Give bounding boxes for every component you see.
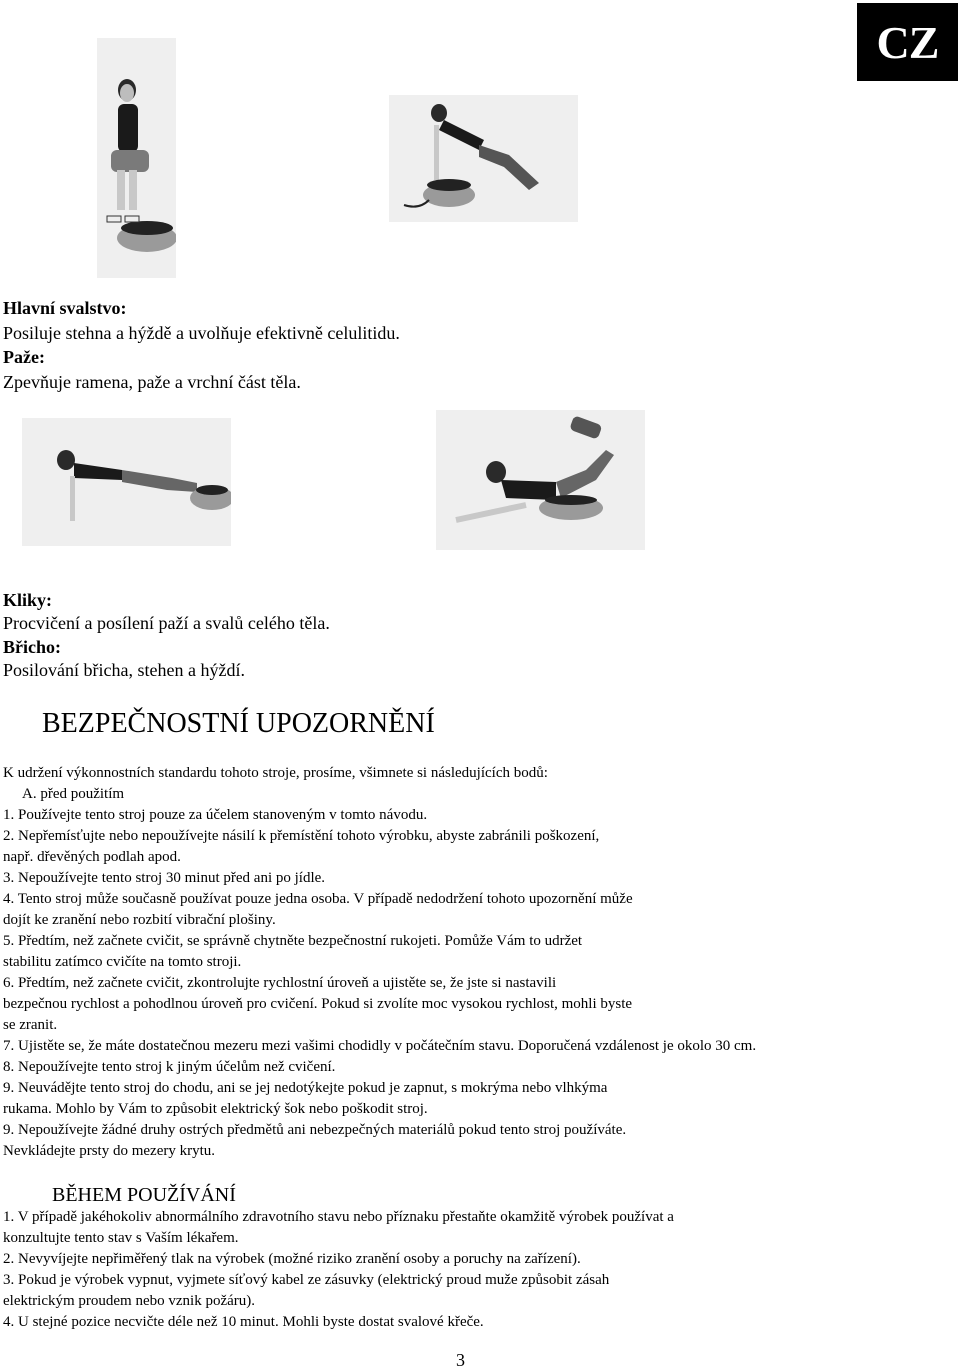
safety-line: 2. Nepřemísťujte nebo nepoužívejte násilí k přemístění tohoto výrobku, abyste zabránili poškození, [3,828,600,844]
safety-subheading: A. před použitím [22,786,125,802]
section-text-arms: Zpevňuje ramena, paže a vrchní část těla. [3,372,301,392]
safety-line: 9. Neuvádějte tento stroj do chodu, ani se jej nedotýkejte pokud je zapnut, s mokrýma nebo vlhkýma [3,1080,608,1096]
during-use-list [3,1207,674,1333]
safety-heading: BEZPEČNOSTNÍ UPOZORNĚNÍ [42,708,435,739]
safety-line: 4. Tento stroj může současně používat pouze jedna osoba. V případě nedodržení tohoto upozornění může [3,891,633,907]
section-title-arms: Paže: [3,347,45,367]
during-line: elektrickým proudem nebo vznik požáru). [3,1293,255,1309]
during-use-heading: BĚHEM POUŽÍVÁNÍ [52,1184,236,1206]
lying-woman-illustration [436,410,645,550]
page-number: 3 [456,1350,465,1370]
safety-line: např. dřevěných podlah apod. [3,849,181,865]
language-badge: CZ [857,3,958,81]
safety-line: 7. Ujistěte se, že máte dostatečnou mezeru mezi vašimi chodidly v počátečním stavu. Doporučená vzdálenost je okolo 30 cm. [3,1038,757,1054]
pushup-woman-illustration [22,418,231,546]
safety-line: rukama. Mohlo by Vám to způsobit elektrický šok nebo poškodit stroj. [3,1101,428,1117]
section-title-abdomen: Břicho: [3,637,61,657]
safety-line: 8. Nepoužívejte tento stroj k jiným účelům než cvičení. [3,1059,336,1075]
during-line: konzultujte tento stav s Vaším lékařem. [3,1230,239,1246]
section-title-pushups: Kliky: [3,590,53,610]
safety-line: stabilitu zatímco cvičíte na tomto stroji. [3,954,242,970]
photo-arm-exercise [389,95,578,222]
section-text-pushups: Procvičení a posílení paží a svalů celého těla. [3,613,330,633]
safety-list [3,805,756,1162]
during-line: 3. Pokud je výrobek vypnut, vyjmete síťový kabel ze zásuvky (elektrický proud muže způsobit zásah [3,1272,610,1288]
safety-line: 9. Nepoužívejte žádné druhy ostrých předmětů ani nebezpečných materiálů pokud tento stroj používáte. [3,1122,627,1138]
safety-line: dojít ke zranění nebo rozbití vibrační plošiny. [3,912,276,928]
safety-line: 5. Předtím, než začnete cvičit, se správně chytněte bezpečnostní rukojeti. Pomůže Vám to udržet [3,933,583,949]
section-text-abdomen: Posilování břicha, stehen a hýždí. [3,660,245,680]
during-line: 2. Nevyvíjejte nepřiměřený tlak na výrobek (možné riziko zranění osoby a poruchy na zařízení). [3,1251,581,1267]
photo-seated-exercise [97,38,176,278]
safety-line: Nevkládejte prsty do mezery krytu. [3,1143,216,1159]
section-title-main-muscles: Hlavní svalstvo: [3,298,127,318]
safety-line: 6. Předtím, než začnete cvičit, zkontrolujte rychlostní úroveň a ujistěte se, že jste si nastavili [3,975,557,991]
kneeling-woman-illustration [389,95,578,222]
seated-woman-illustration [97,38,176,278]
section-text-main-muscles: Posiluje stehna a hýždě a uvolňuje efektivně celulitidu. [3,323,400,343]
photo-abdomen-exercise [436,410,645,550]
safety-line: se zranit. [3,1017,58,1033]
photo-pushup-exercise [22,418,231,546]
safety-line: 3. Nepoužívejte tento stroj 30 minut před ani po jídle. [3,870,326,886]
safety-line: 1. Používejte tento stroj pouze za účelem stanoveným v tomto návodu. [3,807,428,823]
safety-line: bezpečnou rychlost a pohodlnou úroveň pro cvičení. Pokud si zvolíte moc vysokou rychlost, mohli byste [3,996,633,1012]
safety-intro: K udržení výkonnostních standardu tohoto stroje, prosíme, všimnete si následujících bodů: [3,765,548,781]
during-line: 4. U stejné pozice necvičte déle než 10 minut. Mohli byste dostat svalové křeče. [3,1314,484,1330]
during-line: 1. V případě jakéhokoliv abnormálního zdravotního stavu nebo příznaku přestaňte okamžitě výrobek používat a [3,1209,674,1225]
